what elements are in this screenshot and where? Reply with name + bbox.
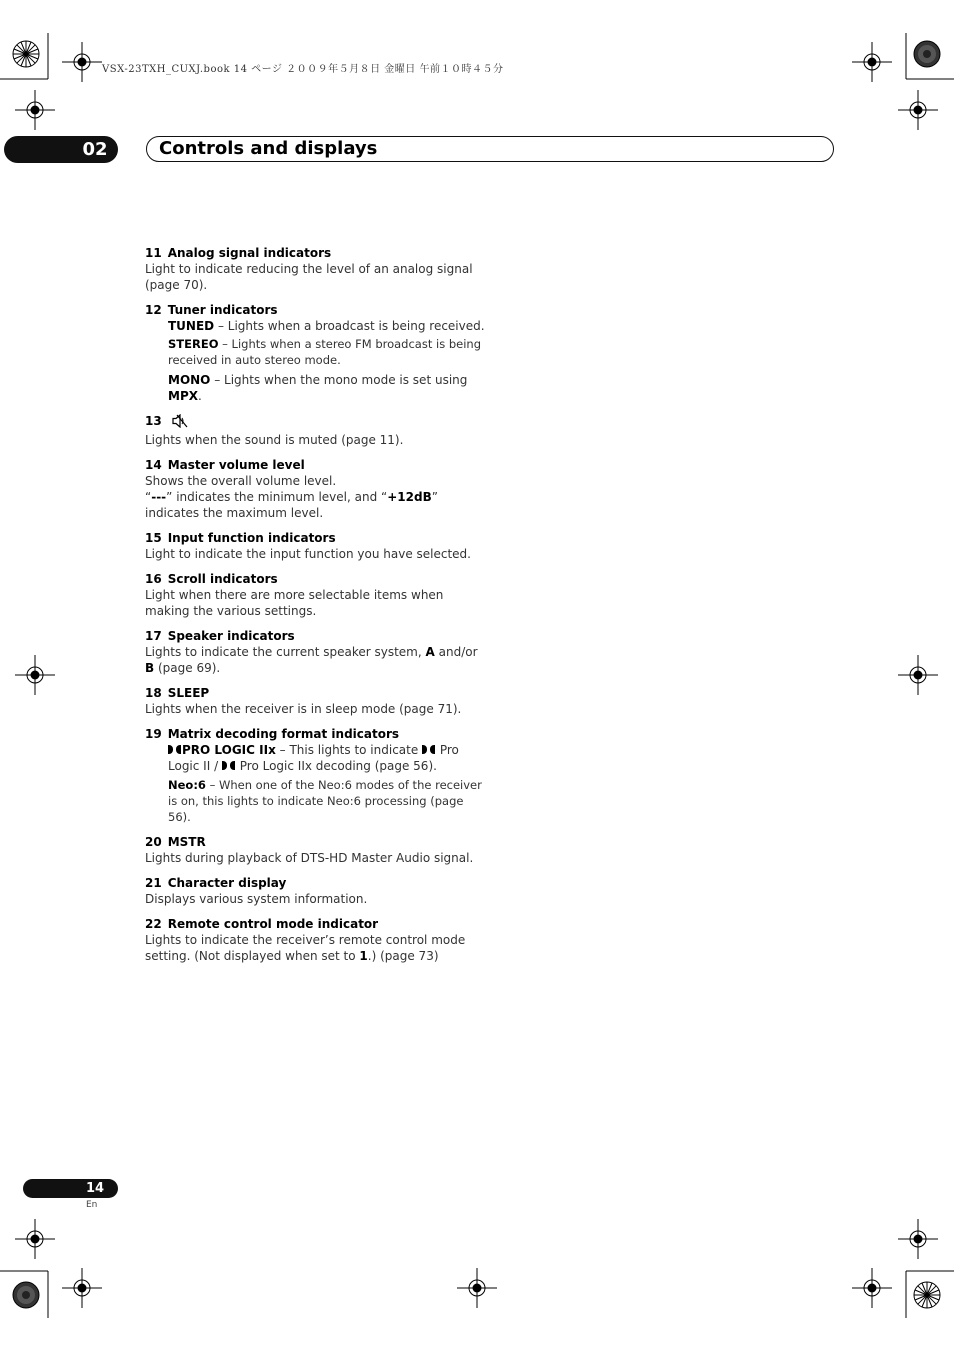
term: Neo:6 — [168, 778, 206, 792]
definition: Pro Logic II / — [168, 743, 459, 773]
dolby-double-d-icon — [168, 745, 182, 754]
star-target-icon — [13, 41, 39, 67]
item-number: 11 — [145, 246, 162, 260]
term: MPX — [168, 389, 198, 403]
definition: . — [198, 389, 202, 403]
page-number: 14 — [86, 1181, 105, 1196]
definition: – This lights to indicate — [275, 743, 423, 757]
list-item — [145, 916, 485, 964]
crosshair-icon — [457, 1268, 497, 1308]
crosshair-icon — [852, 42, 892, 82]
page-number-tab — [23, 1179, 118, 1198]
printer-slug: VSX-23TXH_CUXJ.book 14 ページ ２００９年５月８日 金曜日 午前１０時４５分 — [102, 64, 504, 75]
item-number: 20 — [145, 835, 162, 849]
definition: – Lights when a broadcast is being received. — [214, 319, 485, 333]
item-body — [145, 261, 485, 293]
item-title: Scroll indicators — [167, 572, 278, 586]
definition: – Lights when a stereo FM broadcast is being received in auto stereo mode. — [168, 337, 482, 367]
item-title: Remote control mode indicator — [167, 917, 379, 931]
item-heading — [145, 413, 485, 432]
term: PRO LOGIC IIx — [182, 743, 276, 757]
term: TUNED — [168, 319, 215, 333]
item-text: Lights when the receiver is in sleep mode (page 71). — [145, 702, 462, 716]
item-number: 19 — [145, 727, 162, 741]
dolby-double-d-icon — [222, 761, 236, 770]
list-item — [145, 628, 485, 676]
item-text: Light to indicate reducing the level of an analog signal (page 70). — [145, 262, 473, 292]
item-title: MSTR — [167, 835, 206, 849]
item-title: Analog signal indicators — [167, 246, 332, 260]
star-target-icon — [914, 1282, 940, 1308]
item-text: Lights during playback of DTS-HD Master Audio signal. — [145, 851, 474, 865]
item-number: 12 — [145, 303, 162, 317]
item-heading — [145, 530, 485, 546]
text-run: and/or — [434, 645, 478, 659]
text-run: Lights to indicate the receiver’s remote control mode setting. (Not displayed when set to — [145, 933, 466, 963]
dark-target-icon — [914, 41, 940, 67]
chapter-title-bar — [146, 136, 834, 162]
text-run: “ — [145, 490, 152, 504]
item-body — [145, 701, 485, 717]
term: STEREO — [168, 337, 219, 351]
definition: Pro Logic IIx decoding (page 56). — [235, 759, 437, 773]
item-title: Master volume level — [167, 458, 305, 472]
list-item — [145, 302, 485, 404]
item-number: 18 — [145, 686, 162, 700]
term: --- — [151, 490, 167, 504]
item-number: 14 — [145, 458, 162, 472]
list-item — [145, 245, 485, 293]
item-subentries — [145, 742, 485, 825]
item-heading — [145, 571, 485, 587]
item-title: SLEEP — [167, 686, 210, 700]
item-body — [145, 644, 485, 676]
sub-entry — [168, 336, 485, 368]
item-heading — [145, 302, 485, 318]
item-heading — [145, 685, 485, 701]
crosshair-icon — [898, 90, 938, 130]
definition: – Lights when the mono mode is set using — [210, 373, 468, 387]
indicator-list — [145, 245, 485, 973]
item-text — [145, 489, 485, 521]
item-body — [145, 932, 485, 964]
item-heading — [145, 628, 485, 644]
item-title: Matrix decoding format indicators — [167, 727, 400, 741]
definition: – When one of the Neo:6 modes of the receiver is on, this lights to indicate Neo:6 processing (page 56). — [168, 778, 482, 824]
list-item — [145, 571, 485, 619]
item-body — [145, 432, 485, 448]
term: B — [145, 661, 155, 675]
sub-entry — [168, 372, 485, 404]
chapter-number-tab — [4, 136, 118, 163]
dolby-double-d-icon — [422, 745, 436, 754]
list-item — [145, 685, 485, 717]
item-number: 17 — [145, 629, 162, 643]
item-heading — [145, 245, 485, 261]
crosshair-icon — [898, 1219, 938, 1259]
list-item — [145, 413, 485, 448]
text-run: .) (page 73) — [367, 949, 439, 963]
list-item — [145, 726, 485, 825]
crosshair-icon — [15, 1219, 55, 1259]
term: 1 — [359, 949, 368, 963]
item-body — [145, 473, 485, 521]
item-text: Shows the overall volume level. — [145, 474, 337, 488]
item-text — [145, 644, 485, 676]
item-body — [145, 891, 485, 907]
text-run: (page 69). — [154, 661, 221, 675]
item-heading — [145, 875, 485, 891]
list-item — [145, 875, 485, 907]
item-heading — [145, 834, 485, 850]
item-text — [145, 932, 485, 964]
item-text: Displays various system information. — [145, 892, 368, 906]
crosshair-icon — [62, 42, 102, 82]
crosshair-icon — [898, 655, 938, 695]
list-item — [145, 457, 485, 521]
item-title: Tuner indicators — [167, 303, 278, 317]
item-number: 21 — [145, 876, 162, 890]
text-run: Lights to indicate the current speaker system, — [145, 645, 426, 659]
item-heading — [145, 726, 485, 742]
language-label: En — [86, 1200, 98, 1210]
item-number: 16 — [145, 572, 162, 586]
crosshair-icon — [15, 90, 55, 130]
item-heading — [145, 916, 485, 932]
page-title: Controls and displays — [159, 138, 378, 159]
item-subentries — [145, 318, 485, 404]
item-title: Character display — [167, 876, 287, 890]
item-body — [145, 587, 485, 619]
sub-entry — [168, 777, 485, 825]
item-number: 22 — [145, 917, 162, 931]
item-body — [145, 850, 485, 866]
text-run: ” indicates the minimum level, and “ — [166, 490, 388, 504]
term: A — [425, 645, 435, 659]
item-number: 15 — [145, 531, 162, 545]
crosshair-icon — [15, 655, 55, 695]
item-number: 13 — [145, 414, 162, 428]
dark-target-icon — [13, 1282, 39, 1308]
mute-speaker-icon — [172, 414, 188, 432]
list-item — [145, 530, 485, 562]
term: +12dB — [387, 490, 432, 504]
item-heading — [145, 457, 485, 473]
item-text: Light to indicate the input function you have selected. — [145, 547, 471, 561]
crosshair-icon — [852, 1268, 892, 1308]
sub-entry — [168, 318, 485, 334]
term: MONO — [168, 373, 211, 387]
item-text: Lights when the sound is muted (page 11). — [145, 433, 404, 447]
crosshair-icon — [62, 1268, 102, 1308]
item-body — [145, 546, 485, 562]
sub-entry — [168, 742, 485, 774]
item-title: Input function indicators — [167, 531, 336, 545]
item-title: Speaker indicators — [167, 629, 295, 643]
chapter-number: 02 — [82, 139, 108, 160]
item-text: Light when there are more selectable items when making the various settings. — [145, 588, 444, 618]
list-item — [145, 834, 485, 866]
text-run: ” indicates the maximum level. — [145, 490, 438, 520]
